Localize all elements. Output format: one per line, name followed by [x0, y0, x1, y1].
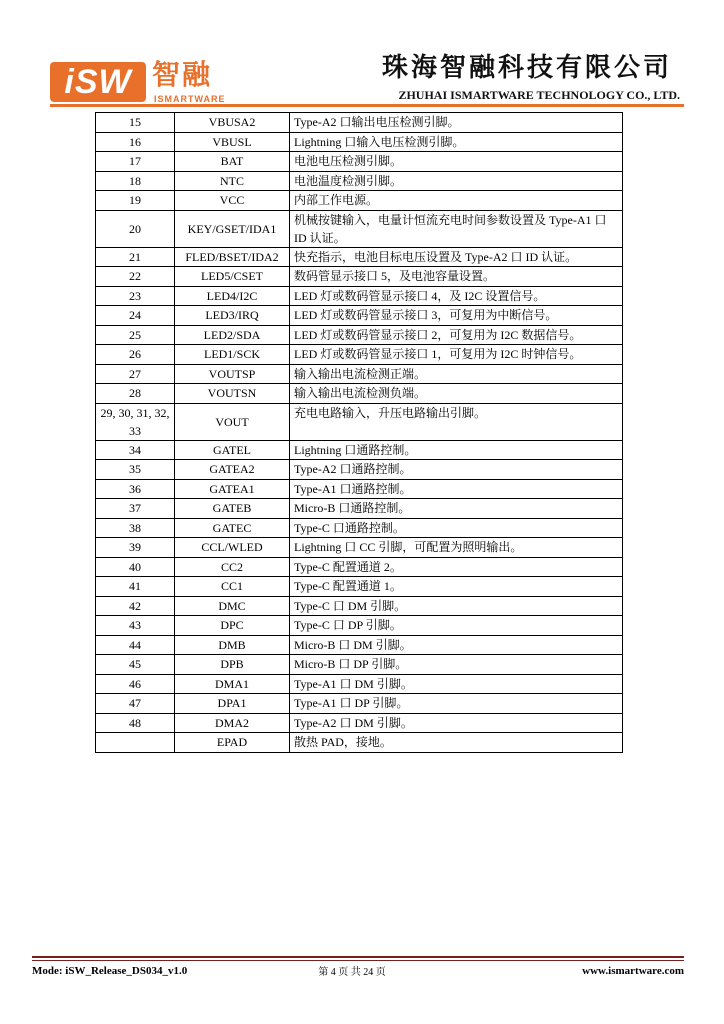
pin-number-cell: 17 — [96, 152, 175, 172]
pin-name-cell: LED1/SCK — [175, 345, 290, 365]
table-row — [96, 403, 623, 440]
pin-name-cell: GATEC — [175, 518, 290, 538]
pin-number-cell: 20 — [96, 210, 175, 247]
pin-description-cell: 数码管显示接口 5，及电池容量设置。 — [290, 267, 623, 287]
table-row — [96, 440, 623, 460]
pin-description-table — [95, 112, 623, 753]
pin-description-cell: LED 灯或数码管显示接口 4，及 I2C 设置信号。 — [290, 286, 623, 306]
pin-description-cell: 内部工作电源。 — [290, 191, 623, 211]
pin-number-cell: 40 — [96, 557, 175, 577]
pin-description-cell: 充电电路输入，升压电路输出引脚。 — [290, 403, 623, 440]
pin-description-cell: Micro-B 口 DP 引脚。 — [290, 655, 623, 675]
pin-description-cell: Type-A2 口 DM 引脚。 — [290, 713, 623, 733]
pin-number-cell: 18 — [96, 171, 175, 191]
pin-name-cell: VOUTSN — [175, 384, 290, 404]
table-row — [96, 364, 623, 384]
pin-description-cell: 快充指示，电池目标电压设置及 Type-A2 口 ID 认证。 — [290, 247, 623, 267]
table-row — [96, 577, 623, 597]
pin-name-cell: CC2 — [175, 557, 290, 577]
pin-description-cell: Type-C 口 DM 引脚。 — [290, 596, 623, 616]
pin-name-cell: VOUT — [175, 403, 290, 440]
pin-name-cell: LED3/IRQ — [175, 306, 290, 326]
pin-description-cell: LED 灯或数码管显示接口 1，可复用为 I2C 时钟信号。 — [290, 345, 623, 365]
table-row — [96, 460, 623, 480]
pin-number-cell: 22 — [96, 267, 175, 287]
table-row — [96, 694, 623, 714]
pin-name-cell: NTC — [175, 171, 290, 191]
pin-description-cell: 散热 PAD，接地。 — [290, 733, 623, 753]
pin-description-cell: Type-A2 口通路控制。 — [290, 460, 623, 480]
pin-number-cell: 47 — [96, 694, 175, 714]
pin-name-cell: GATEA1 — [175, 479, 290, 499]
pin-name-cell: BAT — [175, 152, 290, 172]
pin-name-cell: DMC — [175, 596, 290, 616]
pin-description-cell: LED 灯或数码管显示接口 3，可复用为中断信号。 — [290, 306, 623, 326]
pin-name-cell: VCC — [175, 191, 290, 211]
pin-number-cell: 23 — [96, 286, 175, 306]
pin-description-cell: Type-A2 口输出电压检测引脚。 — [290, 113, 623, 133]
pin-number-cell: 43 — [96, 616, 175, 636]
company-name-english: ZHUHAI ISMARTWARE TECHNOLOGY CO., LTD. — [398, 88, 680, 102]
pin-name-cell: DPB — [175, 655, 290, 675]
table-row — [96, 247, 623, 267]
table-row — [96, 132, 623, 152]
pin-number-cell: 42 — [96, 596, 175, 616]
pin-description-cell: 输入输出电流检测正端。 — [290, 364, 623, 384]
pin-name-cell: FLED/BSET/IDA2 — [175, 247, 290, 267]
table-row — [96, 384, 623, 404]
table-row — [96, 171, 623, 191]
header-divider — [50, 104, 684, 107]
pin-description-cell: Lightning 口输入电压检测引脚。 — [290, 132, 623, 152]
pin-number-cell: 29, 30, 31, 32, 33 — [96, 403, 175, 440]
pin-description-cell: LED 灯或数码管显示接口 2，可复用为 I2C 数据信号。 — [290, 325, 623, 345]
pin-name-cell: VBUSL — [175, 132, 290, 152]
pin-name-cell: VBUSA2 — [175, 113, 290, 133]
table-row — [96, 596, 623, 616]
pin-name-cell: CC1 — [175, 577, 290, 597]
pin-name-cell: DPC — [175, 616, 290, 636]
pin-description-cell: 机械按键输入，电量计恒流充电时间参数设置及 Type-A1 口 ID 认证。 — [290, 210, 623, 247]
pin-number-cell: 16 — [96, 132, 175, 152]
pin-name-cell: GATEL — [175, 440, 290, 460]
table-row — [96, 674, 623, 694]
table-row — [96, 538, 623, 558]
pin-name-cell: LED5/CSET — [175, 267, 290, 287]
pin-description-cell: Type-A1 口 DP 引脚。 — [290, 694, 623, 714]
pin-number-cell: 35 — [96, 460, 175, 480]
table-row — [96, 345, 623, 365]
footer-divider-thick — [32, 956, 684, 958]
pin-name-cell: DMA2 — [175, 713, 290, 733]
pin-number-cell: 36 — [96, 479, 175, 499]
table-row — [96, 152, 623, 172]
table-row — [96, 557, 623, 577]
pin-number-cell: 39 — [96, 538, 175, 558]
logo-english-name: ISMARTWARE — [154, 94, 226, 104]
table-row — [96, 306, 623, 326]
pin-name-cell: GATEA2 — [175, 460, 290, 480]
pin-description-cell: Micro-B 口 DM 引脚。 — [290, 635, 623, 655]
table-row — [96, 499, 623, 519]
footer-document-mode: Mode: iSW_Release_DS034_v1.0 — [32, 965, 188, 977]
pin-description-cell: Lightning 口 CC 引脚，可配置为照明输出。 — [290, 538, 623, 558]
table-row — [96, 655, 623, 675]
pin-description-cell: 电池温度检测引脚。 — [290, 171, 623, 191]
pin-number-cell: 27 — [96, 364, 175, 384]
pin-description-cell: Lightning 口通路控制。 — [290, 440, 623, 460]
pin-name-cell: KEY/GSET/IDA1 — [175, 210, 290, 247]
company-name-chinese: 珠海智融科技有限公司 — [381, 53, 672, 83]
pin-number-cell: 45 — [96, 655, 175, 675]
pin-description-cell: 输入输出电流检测负端。 — [290, 384, 623, 404]
pin-description-cell: Type-A1 口 DM 引脚。 — [290, 674, 623, 694]
pin-number-cell: 38 — [96, 518, 175, 538]
pin-description-cell: Type-C 配置通道 2。 — [290, 557, 623, 577]
table-row — [96, 191, 623, 211]
pin-table-body — [96, 113, 623, 753]
footer-website: www.ismartware.com — [582, 965, 684, 977]
pin-number-cell: 34 — [96, 440, 175, 460]
pin-description-cell: Type-C 口 DP 引脚。 — [290, 616, 623, 636]
pin-name-cell: LED4/I2C — [175, 286, 290, 306]
pin-name-cell: VOUTSP — [175, 364, 290, 384]
pin-description-cell: Micro-B 口通路控制。 — [290, 499, 623, 519]
logo-chinese-name: 智融 — [152, 58, 213, 91]
table-row — [96, 713, 623, 733]
table-row — [96, 518, 623, 538]
page-header — [0, 0, 724, 112]
table-row — [96, 733, 623, 753]
pin-name-cell: DMA1 — [175, 674, 290, 694]
pin-description-cell: Type-C 口通路控制。 — [290, 518, 623, 538]
table-row — [96, 635, 623, 655]
pin-name-cell: LED2/SDA — [175, 325, 290, 345]
pin-description-cell: Type-C 配置通道 1。 — [290, 577, 623, 597]
pin-name-cell: DPA1 — [175, 694, 290, 714]
pin-number-cell: 26 — [96, 345, 175, 365]
pin-number-cell: 46 — [96, 674, 175, 694]
pin-number-cell: 41 — [96, 577, 175, 597]
table-row — [96, 113, 623, 133]
pin-number-cell: 15 — [96, 113, 175, 133]
pin-number-cell: 24 — [96, 306, 175, 326]
pin-name-cell: CCL/WLED — [175, 538, 290, 558]
table-row — [96, 286, 623, 306]
pin-number-cell: 37 — [96, 499, 175, 519]
pin-description-cell: 电池电压检测引脚。 — [290, 152, 623, 172]
pin-number-cell — [96, 733, 175, 753]
table-row — [96, 479, 623, 499]
table-row — [96, 616, 623, 636]
table-row — [96, 325, 623, 345]
table-row — [96, 267, 623, 287]
pin-number-cell: 19 — [96, 191, 175, 211]
logo-mark: iSW — [50, 62, 146, 102]
pin-description-cell: Type-A1 口通路控制。 — [290, 479, 623, 499]
pin-number-cell: 44 — [96, 635, 175, 655]
pin-name-cell: DMB — [175, 635, 290, 655]
pin-number-cell: 48 — [96, 713, 175, 733]
pin-number-cell: 21 — [96, 247, 175, 267]
footer-divider-thin — [32, 960, 684, 961]
pin-number-cell: 28 — [96, 384, 175, 404]
table-row — [96, 210, 623, 247]
pin-number-cell: 25 — [96, 325, 175, 345]
footer-page-number: 第 4 页 共 24 页 — [318, 967, 386, 978]
pin-name-cell: EPAD — [175, 733, 290, 753]
pin-name-cell: GATEB — [175, 499, 290, 519]
